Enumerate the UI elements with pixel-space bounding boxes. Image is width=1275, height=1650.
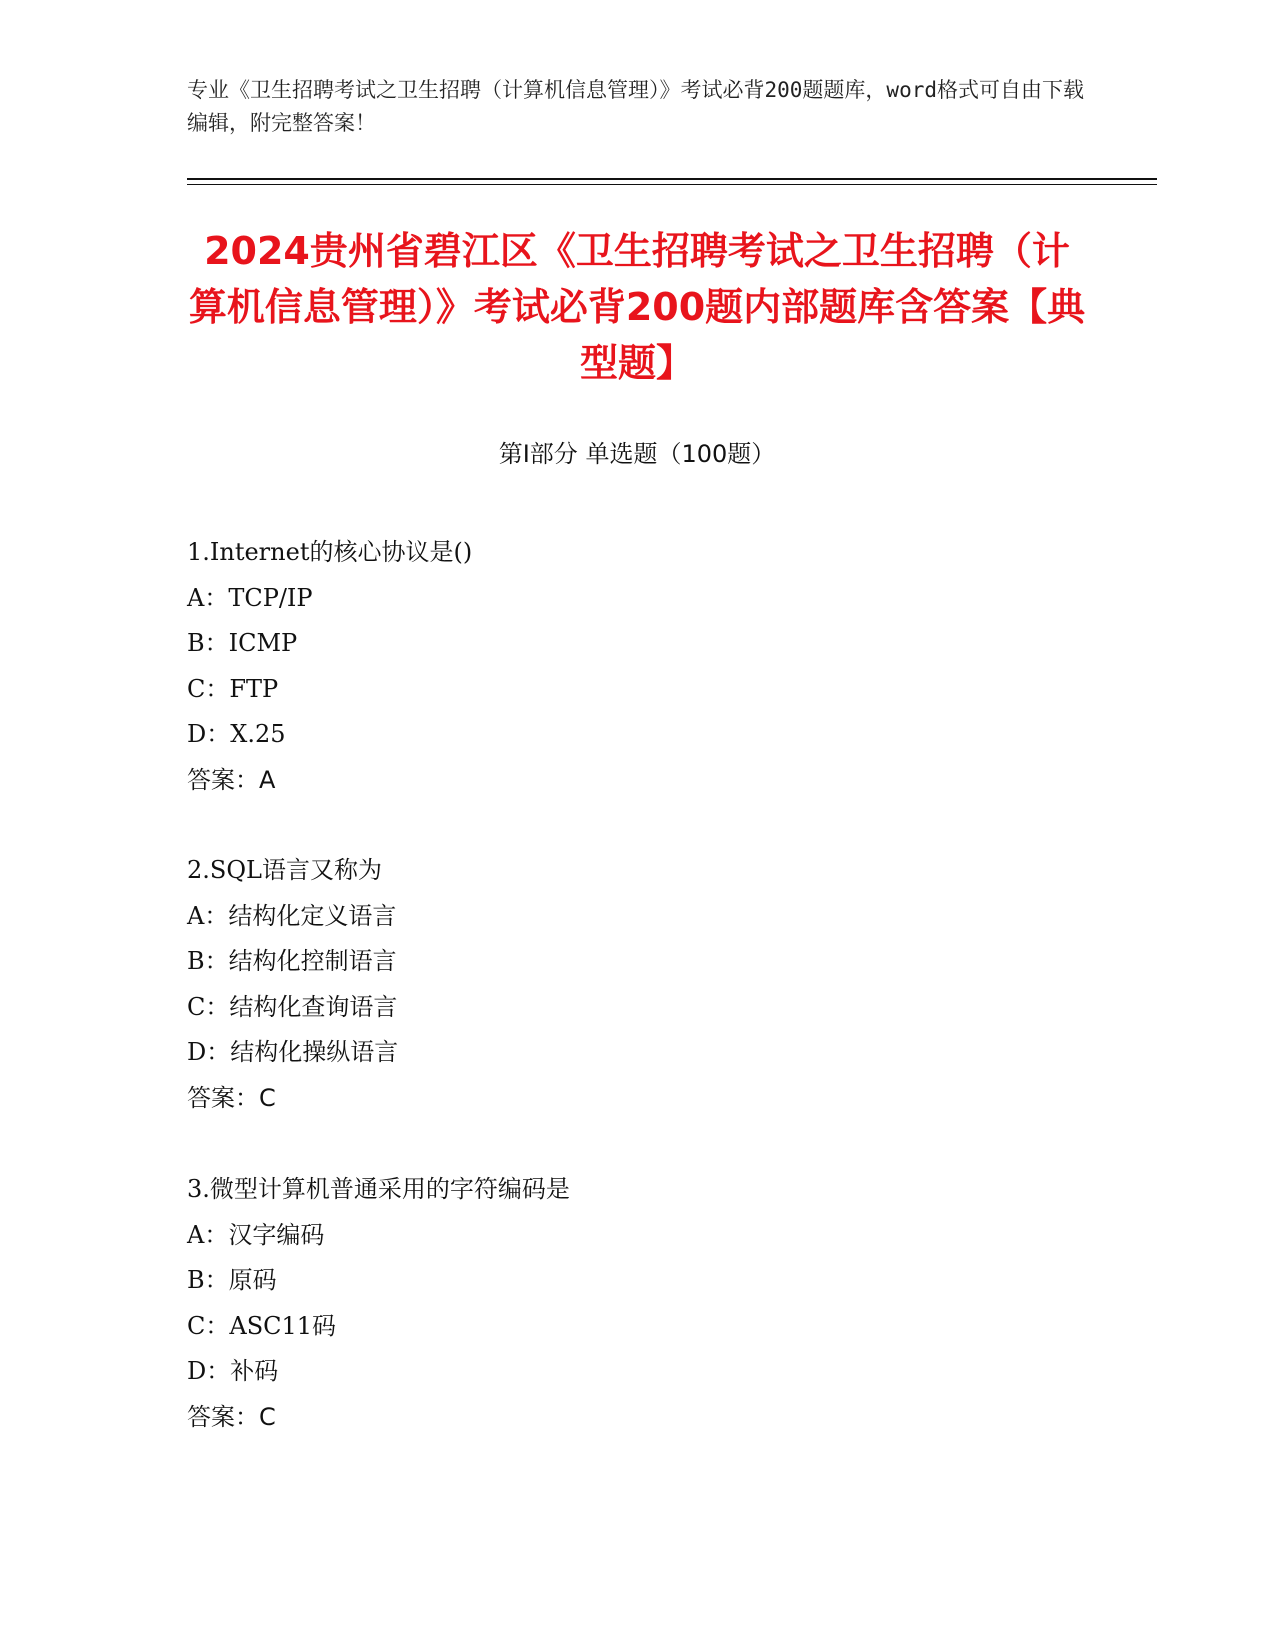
question-block: [187, 530, 1087, 803]
question-block: [187, 848, 1087, 1121]
option-d: D：补码: [187, 1357, 279, 1385]
option-c: C：结构化查询语言: [187, 992, 398, 1021]
option-a: A：TCP/IP: [187, 583, 313, 612]
answer: 答案：A: [187, 765, 276, 794]
option-b: B：结构化控制语言: [187, 947, 397, 975]
option-b: B：ICMP: [187, 629, 298, 657]
option-a: A：汉字编码: [187, 1220, 325, 1249]
header-divider-thin: [187, 184, 1157, 185]
option-c: C：ASC11码: [187, 1311, 337, 1340]
header-divider-thick: [187, 178, 1157, 180]
section-heading: 第Ⅰ部分 单选题（100题）: [498, 440, 776, 468]
option-d: D：结构化操纵语言: [187, 1038, 399, 1066]
option-a: A：结构化定义语言: [187, 901, 397, 930]
question-block: [187, 1167, 1087, 1440]
document-title: 2024贵州省碧江区《卫生招聘考试之卫生招聘（计算机信息管理）》考试必背200题内部题库含答案【典型题】: [188, 229, 1086, 385]
answer: 答案：C: [187, 1083, 276, 1112]
option-c: C：FTP: [187, 674, 279, 703]
question-stem: 3.微型计算机普通采用的字符编码是: [187, 1175, 570, 1203]
question-stem: 1.Internet的核心协议是(): [187, 538, 473, 566]
option-b: B：原码: [187, 1266, 277, 1294]
question-stem: 2.SQL语言又称为: [187, 856, 382, 884]
option-d: D：X.25: [187, 720, 286, 748]
header-note: 专业《卫生招聘考试之卫生招聘（计算机信息管理）》考试必背200题题库，word格式可自由下载编辑，附完整答案！: [187, 78, 1084, 135]
answer: 答案：C: [187, 1402, 276, 1431]
